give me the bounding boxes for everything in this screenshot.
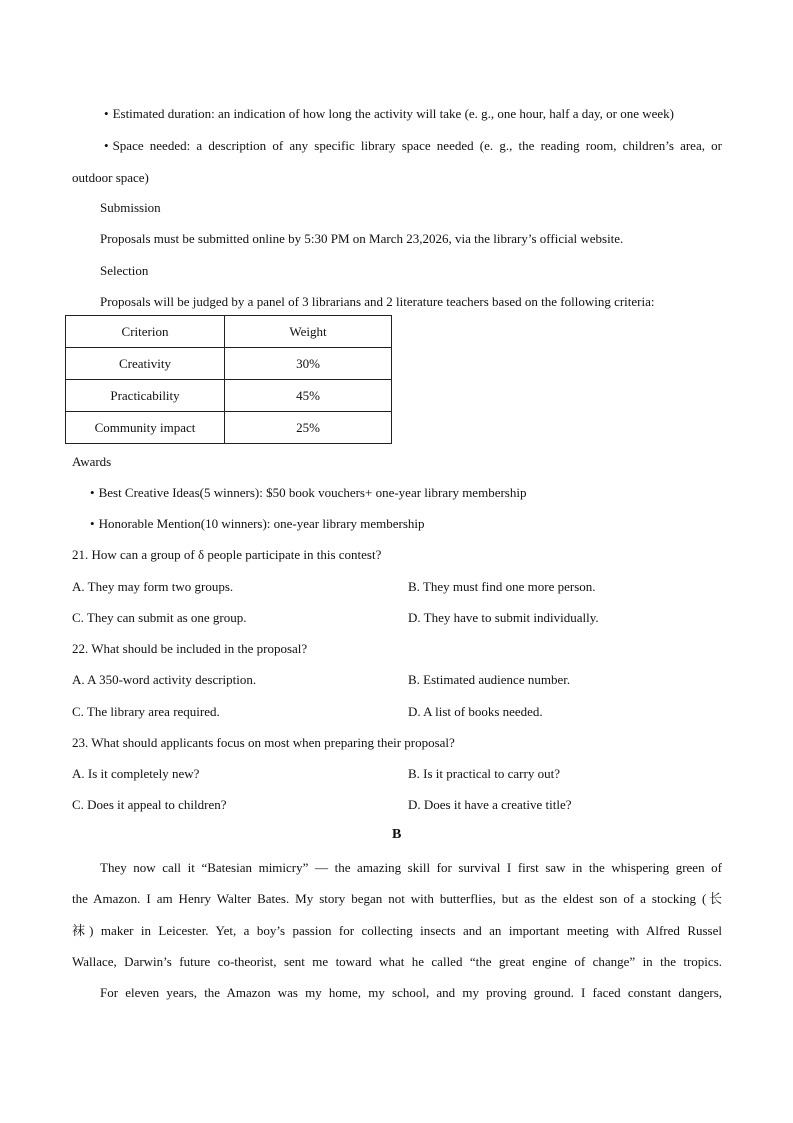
table-header-cell: Weight — [225, 316, 392, 348]
paragraph-line: For eleven years, the Amazon was my home, my school, and my proving ground. I faced constant dangers, — [100, 985, 722, 1000]
bullet: • — [90, 485, 95, 500]
table-row — [66, 412, 392, 444]
award-text: Honorable Mention(10 winners): one-year library membership — [98, 516, 425, 531]
submission-heading: Submission — [100, 200, 161, 215]
requirement-label: Space needed: — [112, 138, 191, 153]
requirement-text: a description of any specific library space needed (e. g., the reading room, children’s area, or — [196, 138, 722, 153]
question-stem: 23. What should applicants focus on most when preparing their proposal? — [72, 735, 455, 750]
award-item — [90, 517, 425, 530]
table-cell: Creativity — [66, 348, 225, 380]
paragraph-line: They now call it “Batesian mimicry” — the amazing skill for survival I first saw in the whispering green of — [100, 860, 722, 875]
selection-heading: Selection — [100, 263, 149, 278]
requirement-label: Estimated duration: — [112, 106, 215, 121]
answer-option: C. The library area required. — [72, 704, 220, 719]
paragraph-line: the Amazon. I am Henry Walter Bates. My story began not with butterflies, but as the eldest son of a stocking (长 — [72, 891, 722, 906]
answer-option: D. A list of books needed. — [408, 704, 543, 719]
answer-option: C. Does it appeal to children? — [72, 797, 227, 812]
submission-text: Proposals must be submitted online by 5:30 PM on March 23,2026, via the library’s official website. — [100, 231, 624, 246]
table-header-cell: Criterion — [66, 316, 225, 348]
requirement-space — [104, 139, 722, 152]
question-stem: 22. What should be included in the proposal? — [72, 641, 308, 656]
answer-option: A. Is it completely new? — [72, 766, 200, 781]
table-row — [66, 380, 392, 412]
bullet: • — [104, 106, 109, 121]
criteria-table — [65, 315, 392, 444]
answer-option: A. A 350-word activity description. — [72, 672, 257, 687]
table-cell: Practicability — [66, 380, 225, 412]
section-heading: B — [392, 827, 402, 842]
answer-option: A. They may form two groups. — [72, 579, 234, 594]
bullet: • — [90, 516, 95, 531]
table-row — [66, 348, 392, 380]
award-item — [90, 486, 526, 499]
bullet: • — [104, 138, 109, 153]
table-cell: 45% — [225, 380, 392, 412]
requirement-duration — [104, 107, 674, 120]
requirement-space-continued: outdoor space) — [72, 170, 149, 185]
awards-heading: Awards — [72, 454, 112, 469]
paragraph-line: Wallace, Darwin’s future co-theorist, sent me toward what he called “the great engine of change” in the tropics. — [72, 954, 722, 969]
answer-option: D. Does it have a creative title? — [408, 797, 572, 812]
answer-option: C. They can submit as one group. — [72, 610, 247, 625]
table-cell: 30% — [225, 348, 392, 380]
table-header-row — [66, 316, 392, 348]
answer-option: B. They must find one more person. — [408, 579, 596, 594]
answer-option: B. Estimated audience number. — [408, 672, 571, 687]
answer-option: B. Is it practical to carry out? — [408, 766, 560, 781]
table-cell: Community impact — [66, 412, 225, 444]
paragraph-line: 袜) maker in Leicester. Yet, a boy’s passion for collecting insects and an important meeting with Alfred Russel — [72, 923, 722, 938]
table-cell: 25% — [225, 412, 392, 444]
award-text: Best Creative Ideas(5 winners): $50 book vouchers+ one-year library membership — [98, 485, 527, 500]
requirement-text: an indication of how long the activity will take (e. g., one hour, half a day, or one week) — [217, 106, 675, 121]
question-stem: 21. How can a group of δ people participate in this contest? — [72, 547, 382, 562]
selection-text: Proposals will be judged by a panel of 3 librarians and 2 literature teachers based on the following criteria: — [100, 294, 655, 309]
answer-option: D. They have to submit individually. — [408, 610, 599, 625]
